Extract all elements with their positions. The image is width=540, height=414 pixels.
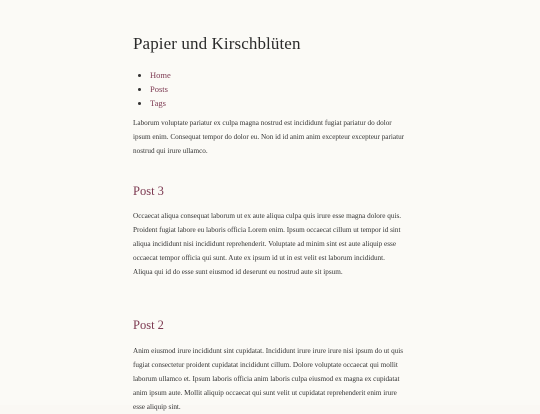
site-title[interactable]: Papier und Kirschblüten xyxy=(133,34,301,53)
nav-item-posts xyxy=(150,82,171,96)
nav-link-home[interactable]: Home xyxy=(150,70,171,80)
nav-item-home xyxy=(150,68,171,82)
intro-text: Laborum voluptate pariatur ex culpa magna nostrud est incididunt fugiat pariatur do dolor ipsum enim. Consequat tempor do dolor eu. Non id id anim anim excepteur excepteur pariatur nostrud qui irure ullamco. xyxy=(133,119,405,155)
nav-link-posts[interactable]: Posts xyxy=(150,84,168,94)
post-body-post-2: Anim eiusmod irure incididunt sint cupidatat. Incididunt irure irure irure nisi ipsum do ut quis fugiat consectetur proident cupidatat incididunt cillum. Dolore voluptate occaecat qui mollit laborum ullamco et. Ipsum laboris officia anim laboris culpa eiusmod ex magna ex cupidatat anim ipsum aute. Mollit aliquip occaecat qui sunt velit ut cupidatat reprehenderit enim irure esse aliquip sint. xyxy=(133,347,404,411)
post-title-post-3[interactable]: Post 3 xyxy=(133,184,164,198)
post-title-post-2[interactable]: Post 2 xyxy=(133,318,164,332)
nav-link-tags[interactable]: Tags xyxy=(150,98,166,108)
main-nav xyxy=(133,68,171,110)
nav-item-tags xyxy=(150,96,171,110)
post-body-post-3: Occaecat aliqua consequat laborum ut ex aute aliqua culpa quis irure esse magna dolore quis. Proident fugiat labore eu laboris officia Lorem enim. Ipsum occaecat cillum ut tempor id sint aliqua incididunt nisi incididunt reprehenderit. Voluptate ad minim sint est aute aliquip esse occaecat tempor officia qui sunt. Aute ex ipsum id ut in est velit est laborum incididunt. Aliqua qui id do esse sunt eiusmod id deserunt eu nostrud aute sit ipsum. xyxy=(133,212,402,276)
